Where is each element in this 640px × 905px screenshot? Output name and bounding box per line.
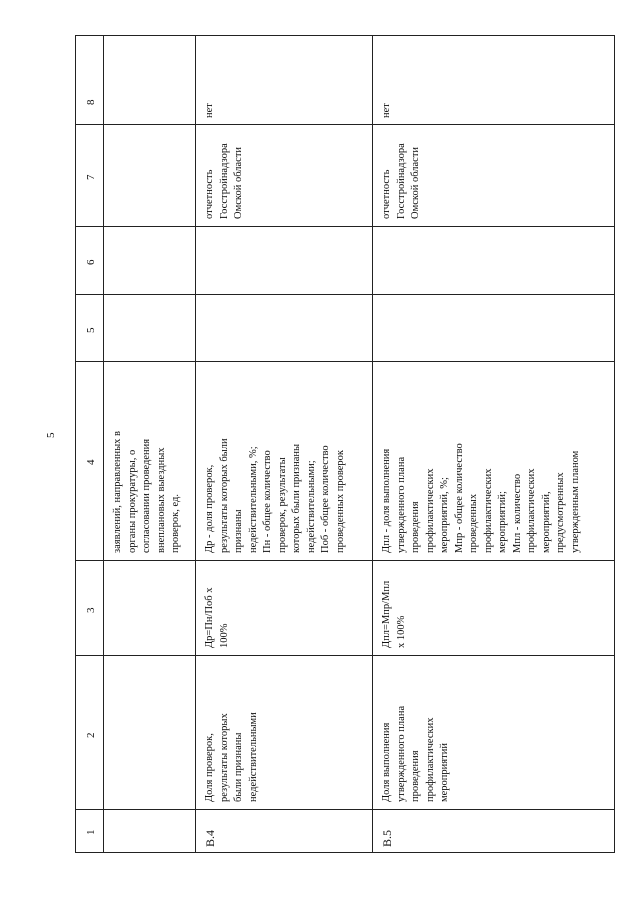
row-divider xyxy=(103,35,104,853)
header-number-8: 8 xyxy=(85,99,97,105)
column-divider xyxy=(75,294,615,295)
column-divider xyxy=(75,809,615,810)
indicator-table xyxy=(75,35,615,853)
continuation-description: заявлений, направленных в органы прокуратуры, о согласовании проведения внеплановых выездных проверок, ед. xyxy=(112,431,181,553)
row-divider xyxy=(372,35,373,853)
column-divider xyxy=(75,124,615,125)
header-number-7: 7 xyxy=(85,174,97,180)
column-divider xyxy=(75,361,615,362)
row-code: В.5 xyxy=(380,829,394,847)
header-number-2: 2 xyxy=(85,732,97,738)
column-8-value: нет xyxy=(381,103,392,118)
column-divider xyxy=(75,560,615,561)
column-divider xyxy=(75,226,615,227)
data-source: отчетность Госстройнадзора Омской области xyxy=(204,143,244,219)
data-source: отчетность Госстройнадзора Омской области xyxy=(381,143,421,219)
header-number-6: 6 xyxy=(85,259,97,265)
header-number-4: 4 xyxy=(85,459,97,465)
indicator-name: Доля выполнения утвержденного плана проведения профилактических мероприятий xyxy=(381,705,450,802)
indicator-name: Доля проверок, результаты которых были признаны недействительными xyxy=(204,712,259,802)
indicator-description: Дp - доля проверок, результаты которых были признаны недействительными, %; Пн - общее количество проверок, результаты которых были признаны недействительными; Поб - общее количество проведенных проверок xyxy=(204,438,346,553)
indicator-formula: Дпл=Мпр/Мпл x 100% xyxy=(381,580,407,648)
header-number-3: 3 xyxy=(85,607,97,613)
indicator-description: Дпл - доля выполнения утвержденного плана проведения профилактических мероприятий, %; Мпр - общее количество проведенных профилактических мероприятий; Мпл - количество профилактических мероприятий, предусмотренных утвержденным планом xyxy=(381,443,581,553)
column-8-value: нет xyxy=(204,103,215,118)
header-number-5: 5 xyxy=(85,327,97,333)
row-divider xyxy=(195,35,196,853)
indicator-formula: Дp=Пн/Поб x 100% xyxy=(204,587,230,648)
header-number-1: 1 xyxy=(85,829,97,835)
column-divider xyxy=(75,655,615,656)
page-number: 5 xyxy=(45,432,57,438)
row-code: В.4 xyxy=(203,829,217,847)
